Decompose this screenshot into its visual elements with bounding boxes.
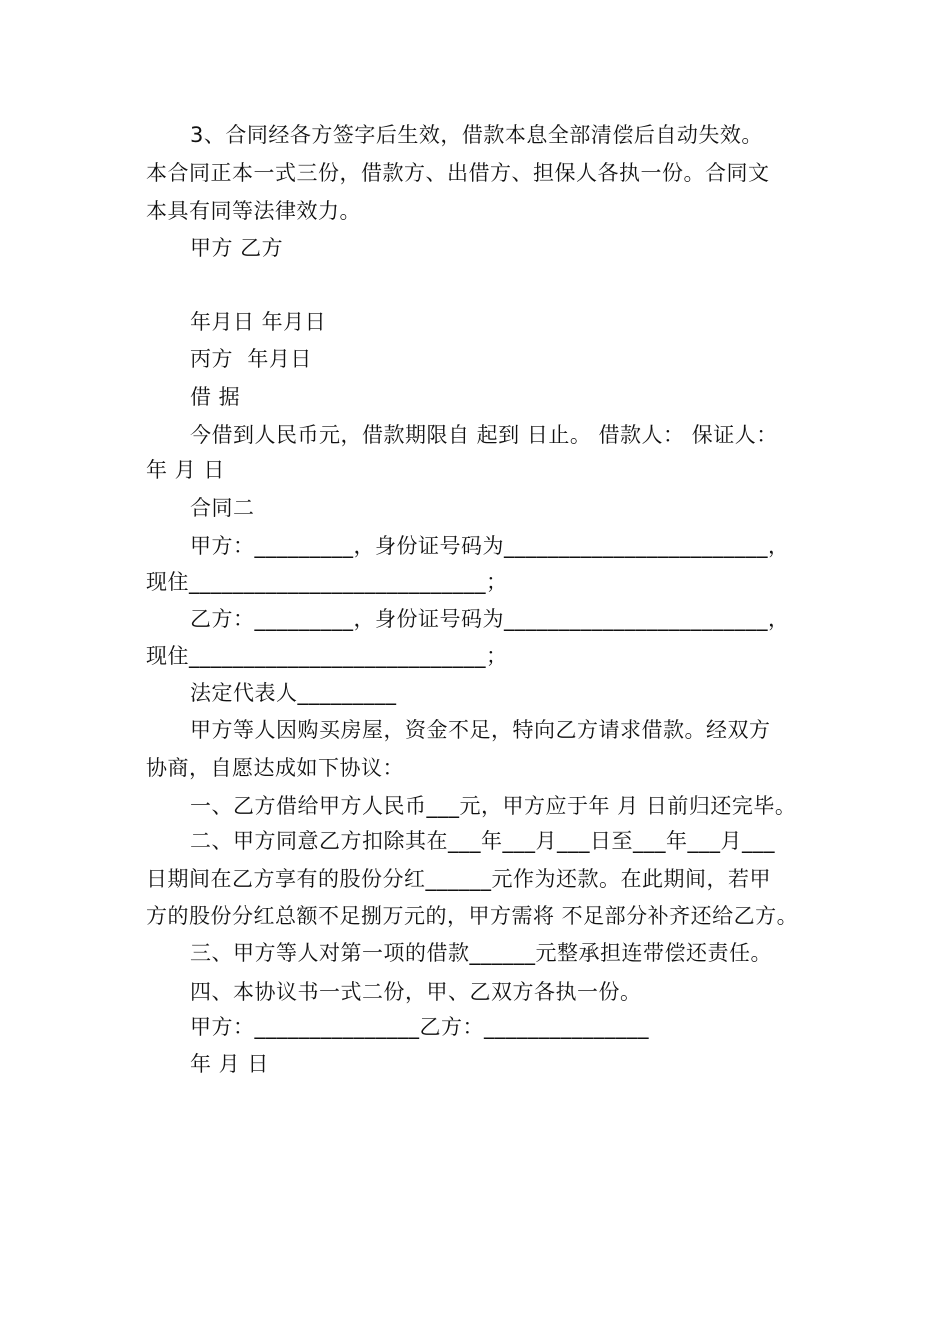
clause-3-line-3: 本具有同等法律效力。 — [146, 199, 361, 223]
contract-two-title: 合同二 — [190, 496, 255, 520]
article-2-line-2: 日期间在乙方享有的股份分红______元作为还款。在此期间，若甲 — [146, 867, 771, 891]
iou-text-line-1: 今借到人民币元，借款期限自 起到 日止。 借款人： 保证人： — [190, 423, 778, 447]
signature-dates: 年月日 年月日 — [190, 310, 327, 334]
preamble-line-2: 协商，自愿达成如下协议： — [146, 756, 404, 780]
iou-heading: 借 据 — [190, 385, 241, 409]
party-b-info: 乙方：_________，身份证号码为________________________， — [190, 607, 790, 631]
party-a-address: 现住___________________________； — [146, 570, 508, 594]
party-b-address: 现住___________________________； — [146, 644, 508, 668]
article-3: 三、甲方等人对第一项的借款______元整承担连带偿还责任。 — [190, 941, 772, 965]
clause-3-line-1: 3、合同经各方签字后生效，借款本息全部清偿后自动失效。 — [190, 123, 763, 147]
final-date: 年 月 日 — [190, 1052, 269, 1076]
clause-3-line-2: 本合同正本一式三份，借款方、出借方、担保人各执一份。合同文 — [146, 161, 770, 185]
article-2-line-3: 方的股份分红总额不足捌万元的，甲方需将 不足部分补齐还给乙方。 — [146, 904, 799, 928]
party-a-info: 甲方：_________，身份证号码为________________________， — [190, 534, 790, 558]
signature-line: 甲方：_______________乙方：_______________ — [190, 1015, 649, 1039]
article-1: 一、乙方借给甲方人民币___元，甲方应于年 月 日前归还完毕。 — [190, 794, 797, 818]
party-labels: 甲方 乙方 — [190, 236, 284, 260]
legal-representative: 法定代表人_________ — [190, 681, 397, 705]
party-c-date: 丙方 年月日 — [190, 347, 312, 371]
article-4: 四、本协议书一式二份，甲、乙双方各执一份。 — [190, 980, 642, 1004]
article-2-line-1: 二、甲方同意乙方扣除其在___年___月___日至___年___月___ — [190, 829, 775, 853]
preamble-line-1: 甲方等人因购买房屋，资金不足，特向乙方请求借款。经双方 — [190, 718, 771, 742]
iou-date: 年 月 日 — [146, 458, 225, 482]
